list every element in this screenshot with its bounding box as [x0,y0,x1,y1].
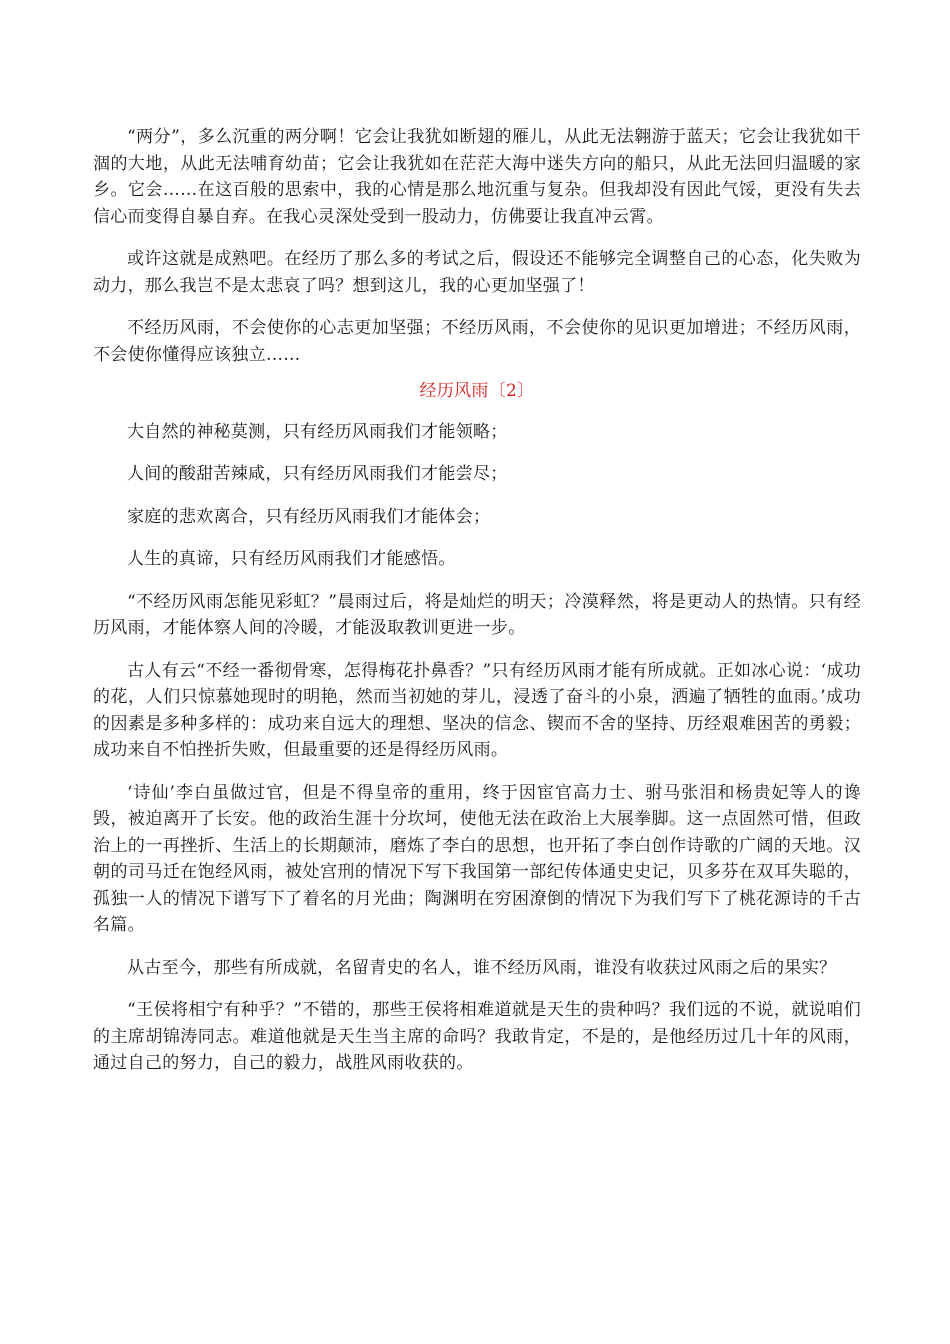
paragraph: 家庭的悲欢离合，只有经历风雨我们才能体会； [127,506,491,527]
paragraph: 人间的酸甜苦辣咸，只有经历风雨我们才能尝尽； [127,464,508,484]
paragraph: 古人有云“不经一番彻骨寒，怎得梅花扑鼻香？”只有经历风雨才能有所成就。正如冰心说：‘成功的花，人们只惊慕她现时的明艳，然而当初她的芽儿，浸透了奋斗的小泉，洒遍了牺牲的血雨。’成功的因素是多种多样的：成功来自远大的理想、坚决的信念、锲而不舍的坚持、历经艰难困苦的勇毅；成功来自不怕挫折失败，但最重要的还是得经历风雨。 [93,660,861,760]
section-title: 经历风雨〔2〕 [419,381,535,401]
paragraph: 从古至今，那些有所成就，名留青史的名人，谁不经历风雨，谁没有收获过风雨之后的果实？ [127,957,837,978]
paragraph: “两分”，多么沉重的两分啊！它会让我犹如断翅的雁儿，从此无法翱游于蓝天；它会让我犹如干涸的大地，从此无法哺育幼苗；它会让我犹如在茫茫大海中迷失方向的船只，从此无法回归温暖的家乡。它会……在这百般的思索中，我的心情是那么地沉重与复杂。但我却没有因此气馁，更没有失去信心而变得自暴自弃。在我心灵深处受到一股动力，仿佛要让我直冲云霄。 [93,127,861,227]
document-page [93,124,861,1093]
paragraph: 不经历风雨，不会使你的心志更加坚强；不经历风雨，不会使你的见识更加增进；不经历风雨，不会使你懂得应该独立…… [93,318,861,365]
paragraph: ‘诗仙’李白虽做过官，但是不得皇帝的重用，终于因宦官高力士、驸马张泪和杨贵妃等人的谗毁，被迫离开了长安。他的政治生涯十分坎坷，使他无法在政治上大展拳脚。这一点固然可惜，但政治上的一再挫折、生活上的长期颠沛，磨炼了李白的思想，也开拓了李白创作诗歌的广阔的天地。汉朝的司马迁在饱经风雨，被处宫刑的情况下写下我国第一部纪传体通史史记，贝多芬在双耳失聪的，孤独一人的情况下谱写下了着名的月光曲；陶渊明在穷困潦倒的情况下为我们写下了桃花源诗的千古名篇。 [93,782,861,935]
paragraph: 大自然的神秘莫测，只有经历风雨我们才能领略； [127,421,508,442]
paragraph: 或许这就是成熟吧。在经历了那么多的考试之后，假设还不能够完全调整自己的心态，化失败为动力，那么我岂不是太悲哀了吗？想到这儿，我的心更加坚强了！ [93,249,861,296]
paragraph: “王侯将相宁有种乎？”不错的，那些王侯将相难道就是天生的贵种吗？我们远的不说，就说咱们的主席胡锦涛同志。难道他就是天生当主席的命吗？我敢肯定，不是的，是他经历过几十年的风雨，通过自己的努力，自己的毅力，战胜风雨收获的。 [93,1000,861,1073]
paragraph: “不经历风雨怎能见彩虹？”晨雨过后，将是灿烂的明天；冷漠释然，将是更动人的热情。只有经历风雨，才能体察人间的冷暖，才能汲取教训更进一步。 [93,591,861,638]
paragraph: 人生的真谛，只有经历风雨我们才能感悟。 [127,549,456,569]
